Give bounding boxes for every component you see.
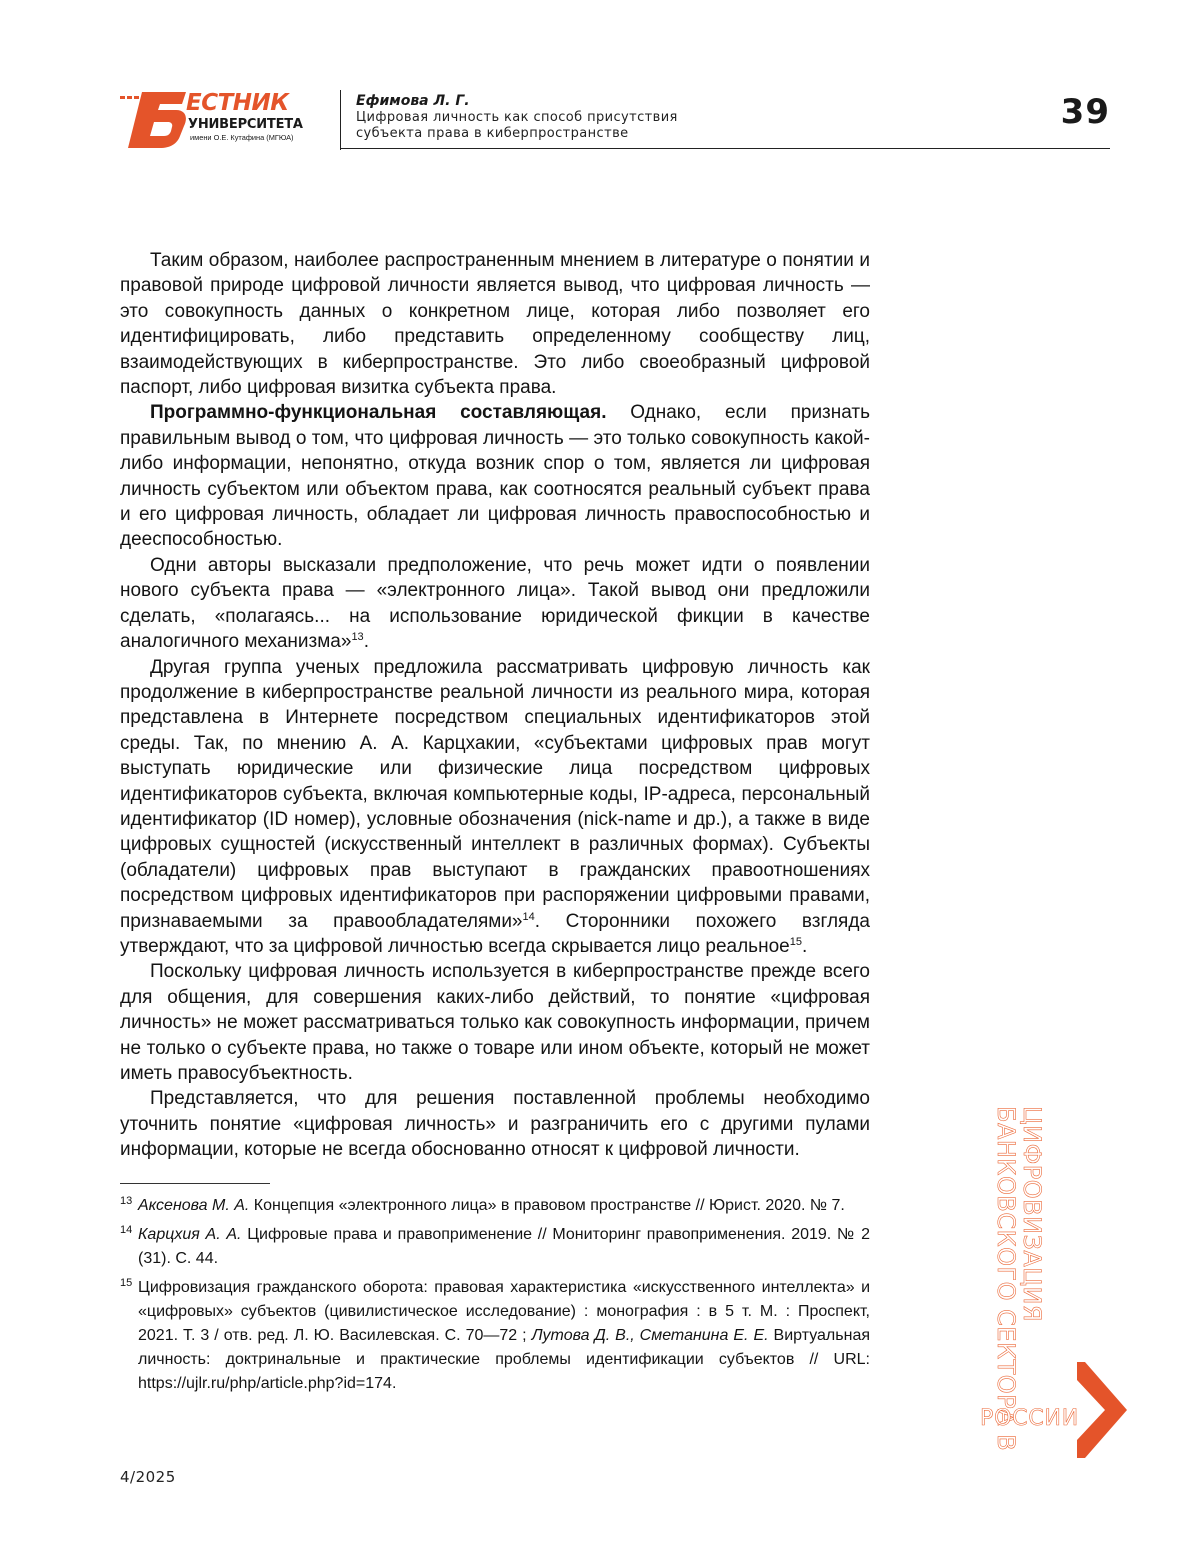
running-head xyxy=(356,93,678,142)
paragraph-4 xyxy=(120,655,870,960)
footnote-separator xyxy=(120,1183,270,1184)
footnote-number: 13 xyxy=(120,1189,132,1213)
journal-logo xyxy=(120,90,326,150)
section-label-line3: РОССИИ xyxy=(980,1406,1079,1431)
footnote-13 xyxy=(120,1194,870,1218)
paragraph-4-text-b: . Сторонники похожего взгляда утверждают, что за цифровой личностью всегда скрывается лицо реальное xyxy=(120,911,870,957)
paragraph-5: Поскольку цифровая личность используется в киберпространстве прежде всего для общения, для совершения каких-либо действий, то понятие «цифровая личность» не может рассматриваться только как совокупность информации, причем не только о субъекте права, но также о товаре или ином объекте, который не может иметь правосубъектность. xyxy=(120,959,870,1086)
footnote-text-a: Цифровизация гражданского оборота: правовая характеристика «искусственного интеллекта» и «цифровых» субъектов (цивилистическое исследование) : монография : в 5 т. М. : Проспект, 2021. Т. 3 / отв. ред. Л. Ю. Василевская. С. 70—72 ; xyxy=(138,1279,870,1344)
logo-v-emblem-icon xyxy=(120,90,190,150)
footnote-number: 15 xyxy=(120,1271,132,1295)
footnote-text-b: Виртуальная личность: доктринальные и практические проблемы идентификации субъектов // URL: https://ujlr.ru/php/article.php?id=174. xyxy=(138,1327,870,1392)
footnote-text: Цифровые права и правоприменение // Мониторинг правоприменения. 2019. № 2 (31). С. 44. xyxy=(138,1226,870,1267)
paragraph-2-text: Однако, если признать правильным вывод о том, что цифровая личность — это только совокупность какой-либо информации, непонятно, откуда возник спор о том, является ли цифровая личность субъектом или объектом права, как соотносятся реальный субъект права и его цифровая личность, обладает ли цифровая личность правоспособностью и дееспособностью. xyxy=(120,402,870,550)
logo-university: УНИВЕРСИТЕТА xyxy=(188,118,303,131)
section-heading: Программно-функциональная составляющая. xyxy=(150,402,606,423)
article-body xyxy=(120,248,870,1163)
footnote-ref-13[interactable]: 13 xyxy=(351,631,363,643)
section-label-line2: БАНКОВСКОГО СЕКТОРА В xyxy=(993,1106,1019,1451)
section-label-vertical xyxy=(993,1106,1045,1451)
section-arrow-icon xyxy=(1075,1360,1131,1460)
paragraph-1: Таким образом, наиболее распространенным мнением в литературе о понятии и правовой природе цифровой личности является вывод, что цифровая личность — это совокупность данных о конкретном лице, которая либо позволяет его идентифицировать, либо представить определенному сообществу лиц, взаимодействующих в киберпространстве. Это либо своеобразный цифровой паспорт, либо цифровая визитка субъекта права. xyxy=(120,248,870,400)
logo-word: ЕСТНИК xyxy=(186,92,289,115)
footnote-15 xyxy=(120,1276,870,1396)
page-header xyxy=(120,90,1110,150)
footnote-text: Концепция «электронного лица» в правовом пространстве // Юрист. 2020. № 7. xyxy=(249,1197,845,1214)
header-rule xyxy=(340,148,1110,149)
header-divider xyxy=(340,90,341,150)
page-number: 39 xyxy=(1061,92,1110,132)
footnote-ref-15[interactable]: 15 xyxy=(790,936,802,948)
paragraph-3-text: Одни авторы высказали предположение, что речь может идти о появлении нового субъекта права — «электронного лица». Такой вывод они предложили сделать, «полагаясь... на использование юридической фикции в качестве аналогичного механизма» xyxy=(120,555,870,652)
paragraph-4-text-a: Другая группа ученых предложила рассматривать цифровую личность как продолжение в киберпространстве реальной личности из реального мира, которая представлена в Интернете посредством специальных идентификаторов этой среды. Так, по мнению А. А. Карцхакии, «субъектами цифровых прав могут выступать юридические или физические лица посредством цифровых идентификаторов субъекта, включая компьютерные коды, IP-адреса, персональный идентификатор (ID номер), условные обозначения (nick-name и др.), а также в виде цифровых сущностей (искусственный интеллект в различных формах). Субъекты (обладатели) цифровых прав выступают в гражданских правоотношениях посредством цифровых идентификаторов при распоряжении цифровыми правами, признаваемыми за правообладателями» xyxy=(120,657,870,932)
footnote-ref-14[interactable]: 14 xyxy=(523,911,535,923)
footnotes xyxy=(120,1194,870,1401)
section-label-line1: ЦИФРОВИЗАЦИЯ xyxy=(1019,1106,1045,1451)
paragraph-4-end: . xyxy=(802,936,807,957)
running-head-title-line2: субъекта права в киберпространстве xyxy=(356,126,678,142)
footnote-number: 14 xyxy=(120,1218,132,1242)
footnote-author-b: Лутова Д. В., Сметанина Е. Е. xyxy=(532,1327,769,1344)
paragraph-3-end: . xyxy=(364,631,369,652)
issue-number: 4/2025 xyxy=(120,1468,176,1486)
paragraph-3 xyxy=(120,553,870,655)
footnote-14 xyxy=(120,1223,870,1271)
footnote-author: Карцхия А. А. xyxy=(138,1226,241,1243)
paragraph-6: Представляется, что для решения поставленной проблемы необходимо уточнить понятие «цифровая личность» и разграничить его с другими пулами информации, которые не всегда обоснованно относят к цифровой личности. xyxy=(120,1086,870,1162)
running-head-author: Ефимова Л. Г. xyxy=(356,93,678,110)
logo-subtitle: имени О.Е. Кутафина (МГЮА) xyxy=(190,134,294,141)
running-head-title-line1: Цифровая личность как способ присутствия xyxy=(356,110,678,126)
paragraph-2 xyxy=(120,400,870,552)
footnote-author: Аксенова М. А. xyxy=(138,1197,249,1214)
